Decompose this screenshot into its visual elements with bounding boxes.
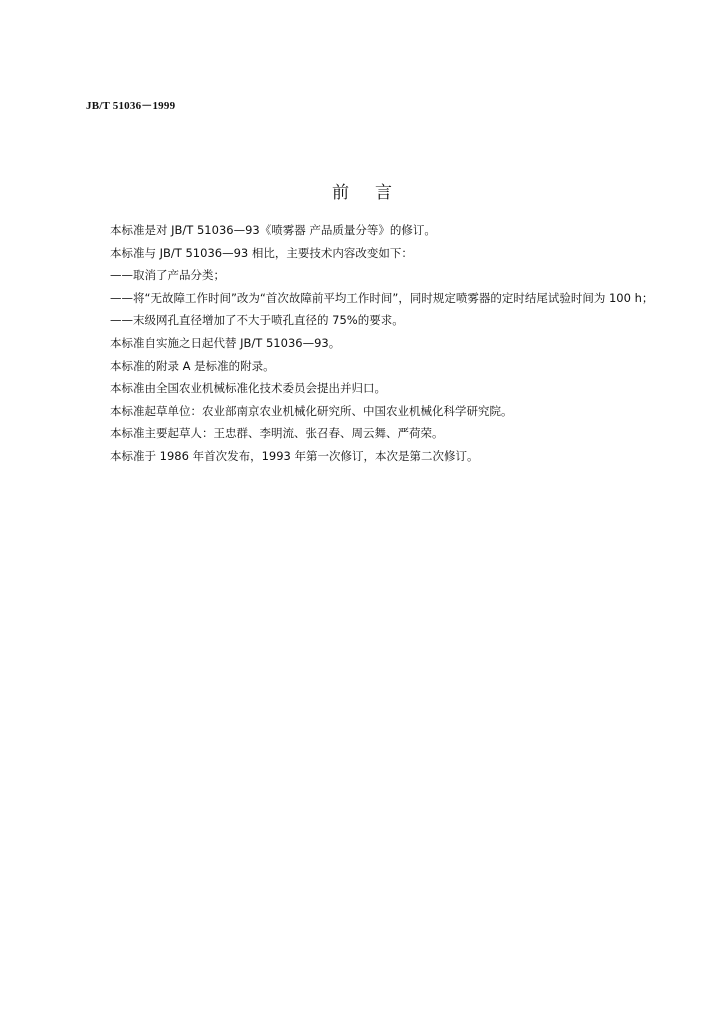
page-title (0, 178, 724, 203)
foreword-paragraph-drafters: 本标准主要起草人：王忠群、李明流、张召春、周云舞、严荷荣。 (110, 426, 444, 441)
title-char-2: 言 (375, 183, 392, 203)
title-char-1: 前 (332, 183, 349, 203)
foreword-paragraph-2: 本标准与 JB/T 51036—93 相比，主要技术内容改变如下： (110, 245, 413, 260)
change-item-3: ——末级网孔直径增加了不大于喷孔直径的 75%的要求。 (110, 313, 404, 328)
change-item-1: ——取消了产品分类； (110, 268, 225, 283)
foreword-body (86, 219, 666, 468)
foreword-paragraph-drafting-units: 本标准起草单位：农业部南京农业机械化研究所、中国农业机械化科学研究院。 (110, 403, 513, 418)
foreword-paragraph-proposer: 本标准由全国农业机械标准化技术委员会提出并归口。 (110, 381, 386, 396)
change-item-2: ——将“无故障工作时间”改为“首次故障前平均工作时间”，同时规定喷雾器的定时结尾试验时间为 100 h； (110, 290, 654, 305)
standard-code-header: JB/T 51036－1999 (86, 100, 176, 112)
foreword-paragraph-1: 本标准是对 JB/T 51036—93《喷雾器 产品质量分等》的修订。 (110, 223, 436, 237)
foreword-paragraph-appendix: 本标准的附录 A 是标准的附录。 (110, 358, 275, 373)
foreword-paragraph-replace: 本标准自实施之日起代替 JB/T 51036—93。 (110, 335, 341, 350)
foreword-paragraph-history: 本标准于 1986 年首次发布，1993 年第一次修订，本次是第二次修订。 (110, 448, 479, 463)
